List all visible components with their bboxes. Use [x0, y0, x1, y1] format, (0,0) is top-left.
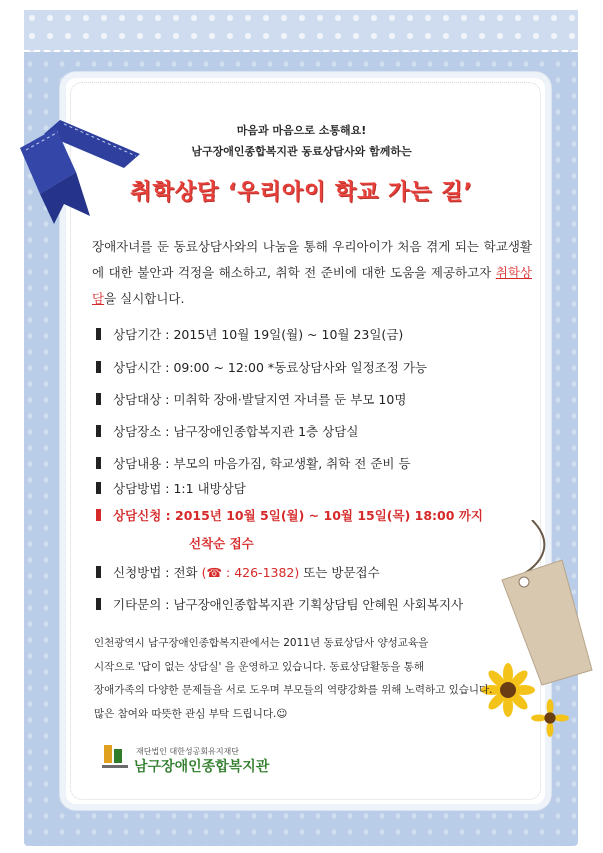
info-content-label: 상담내용 : 부모의 마음가짐, 학교생활, 취학 전 준비 등 [113, 456, 411, 471]
info-apply-label: 상담신청 : 2015년 10월 5일(월) ~ 10월 15일(목) 18:00 까지 [113, 508, 483, 523]
info-contact-label: 기타문의 : 남구장애인종합복지관 기획상담팀 안혜원 사회복지사 [113, 597, 464, 612]
info-method-label: 상담방법 : 1:1 내방상담 [113, 481, 246, 496]
info-apply [96, 506, 483, 524]
bullet-icon [96, 328, 101, 340]
bullet-icon [96, 482, 101, 494]
info-time [96, 358, 427, 376]
frame-top-band [24, 10, 578, 52]
tagline-1: 마음과 마음으로 소통해요! [236, 124, 367, 137]
bullet-icon [96, 361, 101, 373]
org-logo-icon [100, 743, 130, 771]
info-period-label: 상담기간 : 2015년 10월 19일(월) ~ 10월 23일(금) [113, 327, 404, 342]
phone-number[interactable]: (☎ : 426-1382) [201, 565, 300, 580]
closing-line: 많은 참여와 따뜻한 관심 부탁 드립니다.☺ [94, 707, 288, 720]
info-apply-method [96, 563, 380, 581]
page-title: 취학상담 ‘우리아이 학교 가는 길’ [130, 180, 473, 205]
closing-paragraph [94, 632, 494, 726]
org-parent: 재단법인 대한성공회유지재단 [136, 747, 240, 756]
closing-line: 인천광역시 남구장애인종합복지관에서는 2011년 동료상담사 양성교육을 [94, 637, 429, 649]
info-place-label: 상담장소 : 남구장애인종합복지관 1층 상담실 [113, 424, 359, 439]
tagline-2: 남구장애인종합복지관 동료상담사와 함께하는 [191, 145, 412, 158]
info-apply-method-suffix: 또는 방문접수 [299, 565, 380, 580]
closing-line: 시작으로 '답이 없는 상담실' 을 운영하고 있습니다. 동료상담활동을 통해 [94, 660, 424, 673]
bullet-icon [96, 509, 101, 521]
info-place [96, 422, 358, 440]
intro-text: 장애자녀를 둔 동료상담사와의 나눔을 통해 우리아이가 처음 겪게 되는 학교생활에 대한 불안과 걱정을 해소하고, 취학 전 준비에 대한 도움을 제공하고자 [92, 239, 532, 280]
org-name: 남구장애인종합복지관 [134, 759, 270, 775]
info-method [96, 479, 246, 497]
info-time-label: 상담시간 : 09:00 ~ 12:00 *동료상담사와 일정조정 가능 [113, 360, 427, 375]
intro-suffix: 을 실시합니다. [104, 291, 185, 306]
info-contact [96, 595, 463, 613]
info-target [96, 390, 406, 408]
closing-line: 장애가족의 다양한 문제들을 서로 도우며 부모들의 역량강화를 위해 노력하고 있습니다. [94, 684, 493, 696]
info-period [96, 325, 403, 343]
intro-paragraph [92, 234, 532, 312]
bullet-icon [96, 457, 101, 469]
info-target-label: 상담대상 : 미취학 장애·발달지연 자녀를 둔 부모 10명 [113, 392, 407, 407]
bullet-icon [96, 598, 101, 610]
info-content [96, 454, 411, 472]
bullet-icon [96, 393, 101, 405]
bullet-icon [96, 425, 101, 437]
bullet-icon [96, 566, 101, 578]
info-apply-method-label: 신청방법 : 전화 [113, 565, 202, 580]
intro-highlight: 취학상담 [92, 265, 532, 306]
apply-subline: 선착순 접수 [189, 536, 254, 551]
